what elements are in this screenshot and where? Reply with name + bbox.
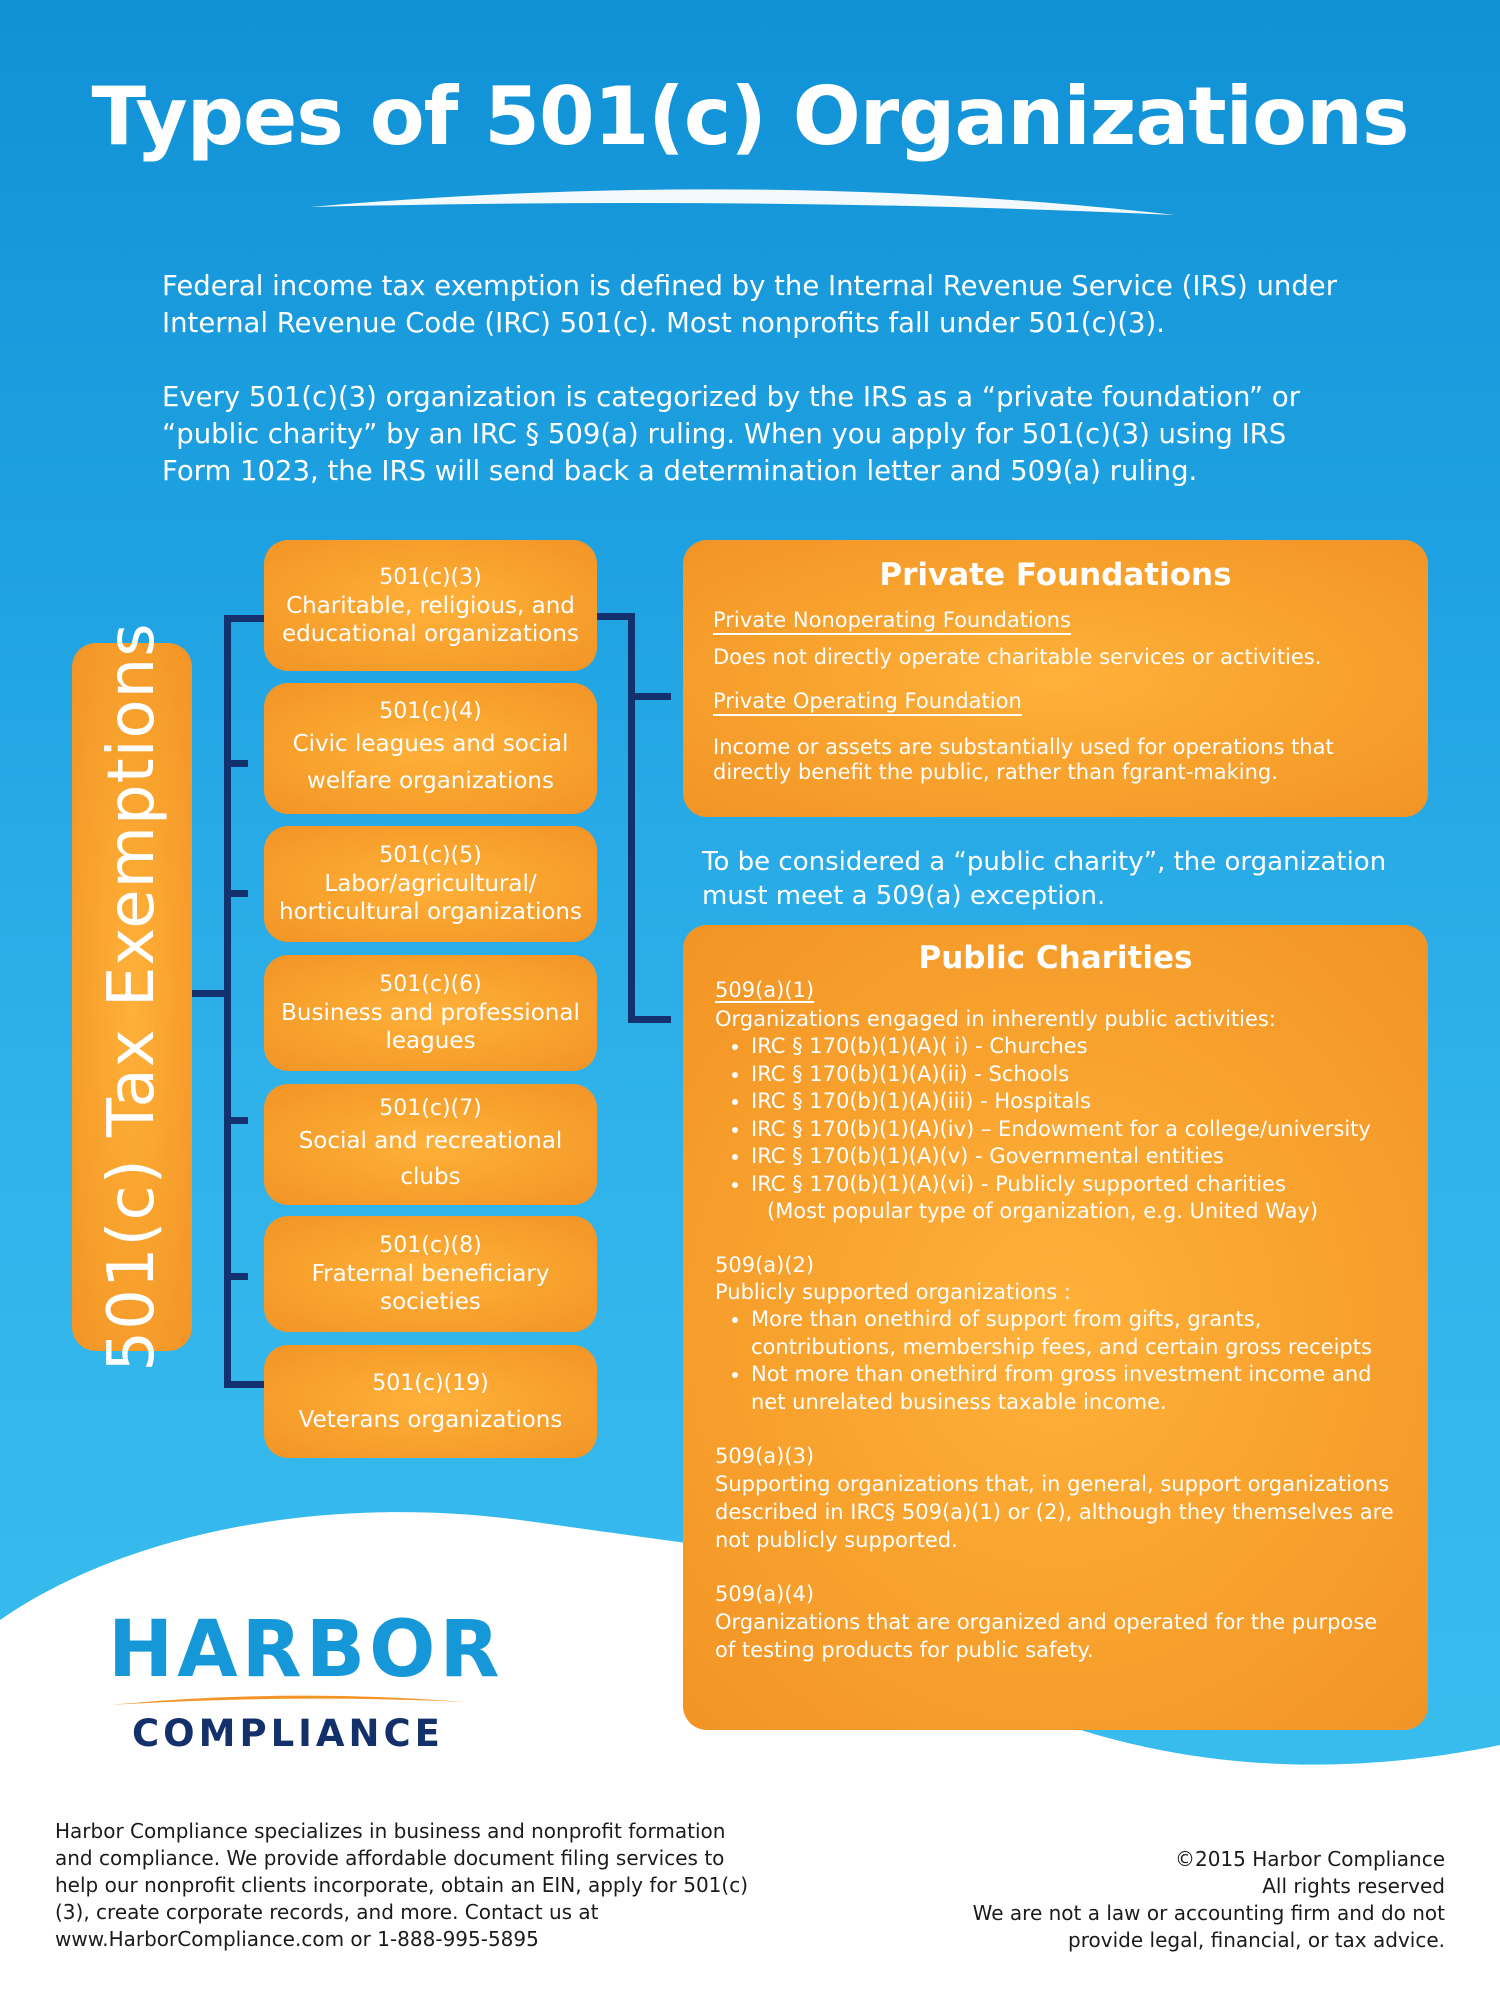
left-bracket-stem <box>192 990 228 997</box>
list-item: • IRC § 170(b)(1)(A)(vi) - Publicly supported charities <box>751 1171 1400 1199</box>
footer-legal <box>970 1846 1445 1954</box>
pf-nonoperating-text: Does not directly operate charitable services or activities. <box>713 645 1322 669</box>
pc-509a2-list <box>715 1306 1400 1416</box>
public-charities-box <box>683 925 1428 1730</box>
type-box-501c3 <box>264 540 597 671</box>
left-bracket-bottom <box>224 1381 264 1388</box>
pc-509a1-label: 509(a)(1) <box>715 978 815 1002</box>
intro-paragraph-2: Every 501(c)(3) organization is categorized by the IRS as a “private foundation” or “public charity” by an IRC § 509(a) ruling. When you apply for 501(c)(3) using IRS Form 1023, the IRS will send back a determination letter and 509(a) ruling. <box>162 381 1301 487</box>
type-description: Fraternal beneficiary societies <box>311 1261 550 1315</box>
pf-nonoperating-title: Private Nonoperating Foundations <box>713 608 1071 632</box>
tick-c8 <box>224 1273 248 1280</box>
pc-509a3-label: 509(a)(3) <box>715 1444 815 1468</box>
harbor-compliance-logo <box>108 1605 504 1755</box>
type-box-501c6 <box>264 955 597 1071</box>
type-description: Business and professional leagues <box>281 1000 580 1054</box>
tax-exemptions-label: 501(c) Tax Exemptions <box>95 622 169 1372</box>
list-item: • IRC § 170(b)(1)(A)( i) - Churches <box>751 1033 1400 1061</box>
pc-509a1-note: (Most popular type of organization, e.g. United Way) <box>767 1199 1319 1223</box>
tick-c7 <box>224 1117 248 1124</box>
tick-c4 <box>224 760 248 767</box>
type-box-501c7 <box>264 1084 597 1205</box>
type-description: Charitable, religious, and educational organizations <box>282 592 579 647</box>
footer-copyright: ©2015 Harbor Compliance <box>1174 1847 1445 1871</box>
list-item: • IRC § 170(b)(1)(A)(iii) - Hospitals <box>751 1088 1400 1116</box>
right-bracket-top <box>597 613 631 620</box>
intro-paragraph-1: Federal income tax exemption is defined by the Internal Revenue Service (IRS) under Internal Revenue Code (IRC) 501(c). Most nonprofits fall under 501(c)(3). <box>162 270 1338 339</box>
type-box-501c4 <box>264 683 597 814</box>
left-bracket-top <box>224 615 264 622</box>
type-code: 501(c)(8) <box>379 1233 482 1258</box>
type-code: 501(c)(4) <box>379 698 482 724</box>
type-code: 501(c)(7) <box>379 1095 482 1121</box>
pc-509a2-intro: Publicly supported organizations : <box>715 1280 1071 1304</box>
footer-rights: All rights reserved <box>1262 1874 1445 1898</box>
type-description: Civic leagues and social welfare organizations <box>292 730 569 794</box>
type-code: 501(c)(19) <box>372 1370 489 1396</box>
right-bracket-bottom <box>628 1016 671 1023</box>
pf-operating-title: Private Operating Foundation <box>713 689 1022 713</box>
list-item: • IRC § 170(b)(1)(A)(ii) - Schools <box>751 1061 1400 1089</box>
type-box-501c19 <box>264 1345 597 1458</box>
pc-509a4-text: Organizations that are organized and operated for the purpose of testing products for public safety. <box>715 1610 1378 1662</box>
public-charities-heading: Public Charities <box>918 940 1193 976</box>
pc-509a1-list <box>715 1033 1400 1198</box>
page-title: Types of 501(c) Organizations <box>91 70 1409 163</box>
type-description: Veterans organizations <box>298 1406 563 1433</box>
right-bracket-line <box>628 613 635 1023</box>
tick-c5 <box>224 890 248 897</box>
pc-509a1-intro: Organizations engaged in inherently public activities: <box>715 1007 1276 1031</box>
footer-about: Harbor Compliance specializes in business and nonprofit formation and compliance. We provide affordable document filing services to help our nonprofit clients incorporate, obtain an EIN, apply for 501(c)(3), create corporate records, and more. Contact us at www.HarborCompliance.com or 1-888-995-5895 <box>55 1819 748 1951</box>
list-item: • IRC § 170(b)(1)(A)(iv) – Endowment for a college/university <box>751 1116 1400 1144</box>
pc-509a3-text: Supporting organizations that, in general, support organizations described in IRC§ 509(a)(1) or (2), although they themselves are not publicly supported. <box>715 1472 1394 1552</box>
tax-exemptions-label-container <box>72 622 192 1372</box>
private-foundations-heading: Private Foundations <box>879 557 1232 593</box>
type-box-501c8 <box>264 1216 597 1332</box>
pc-509a4-label: 509(a)(4) <box>715 1582 815 1606</box>
pf-operating-text: Income or assets are substantially used for operations that directly benefit the public, rather than fgrant-making. <box>713 735 1334 784</box>
logo-harbor-text: HARBOR <box>108 1605 504 1695</box>
public-charity-note: To be considered a “public charity”, the organization must meet a 509(a) exception. <box>702 847 1387 911</box>
footer-disclaimer: We are not a law or accounting firm and do not provide legal, financial, or tax advice. <box>972 1901 1445 1952</box>
type-code: 501(c)(5) <box>379 843 482 868</box>
list-item: • Not more than onethird from gross investment income and net unrelated business taxable income. <box>751 1361 1400 1416</box>
type-code: 501(c)(6) <box>379 972 482 997</box>
right-bracket-mid <box>628 693 671 700</box>
pc-509a2-label: 509(a)(2) <box>715 1253 815 1277</box>
type-code: 501(c)(3) <box>379 564 482 590</box>
private-foundations-box <box>683 540 1428 817</box>
list-item: • More than onethird of support from gifts, grants, contributions, membership fees, and certain gross receipts <box>751 1306 1400 1361</box>
list-item: • IRC § 170(b)(1)(A)(v) - Governmental entities <box>751 1143 1400 1171</box>
logo-compliance-text: COMPLIANCE <box>132 1712 444 1755</box>
type-box-501c5 <box>264 826 597 942</box>
type-description: Social and recreational clubs <box>298 1127 563 1190</box>
type-description: Labor/agricultural/ horticultural organizations <box>279 871 582 925</box>
